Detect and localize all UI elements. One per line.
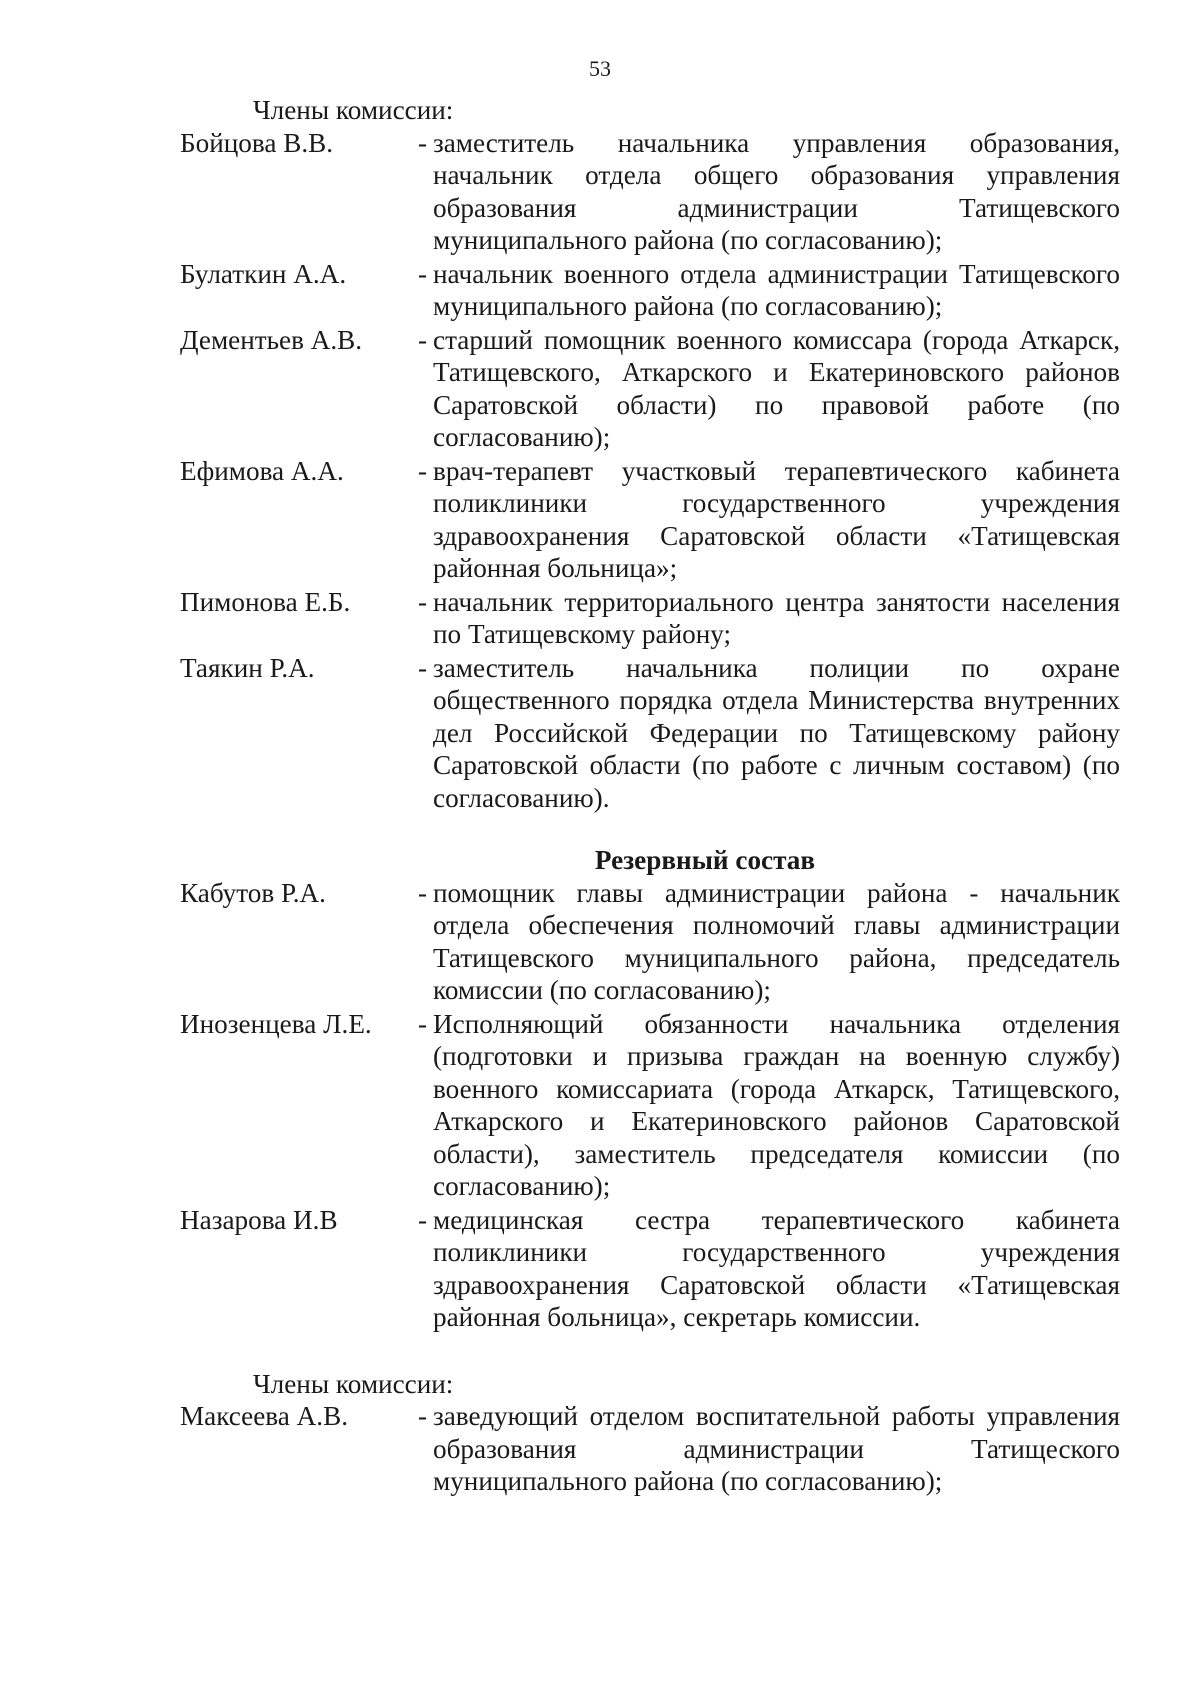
list-item [180, 1400, 1120, 1498]
page-number: 53 [589, 56, 611, 81]
person-name: Булаткин А.А. [180, 258, 347, 289]
members-label: Члены комиссии: [253, 95, 454, 125]
dash-separator: - [418, 1008, 428, 1039]
dash-separator: - [418, 652, 428, 683]
reserve-list [180, 877, 1120, 1334]
position-description: Исполняющий обязанности начальника отделения (подготовки и призыва граждан на военную службу) военного комиссариата (города Аткарск, Татищевского, Аткарского и Екатериновского районов Саратовской области), заместитель председателя комиссии (по согласованию); [433, 1008, 1120, 1201]
dash-separator: - [418, 324, 428, 355]
document-body [180, 94, 1120, 1499]
dash-separator: - [418, 455, 428, 486]
dash-separator: - [418, 1401, 428, 1431]
position-description: помощник главы администрации района - начальник отдела обеспечения полномочий главы администрации Татищевского муниципального района, председатель комиссии (по согласованию); [433, 877, 1120, 1005]
person-name: Максеева А.В. [180, 1401, 349, 1431]
position-description: заместитель начальника полиции по охране общественного порядка отдела Министерства внутренних дел Российской Федерации по Татищевскому району Саратовской области (по работе с личным составом) (по согласованию). [433, 652, 1120, 813]
person-name: Бойцова В.В. [180, 127, 334, 158]
reserve-members-list [180, 1400, 1120, 1498]
list-item [180, 455, 1120, 585]
person-name: Инозенцева Л.Е. [180, 1008, 372, 1039]
reserve-heading: Резервный состав [594, 845, 816, 875]
list-item [180, 877, 1120, 1007]
position-description: начальник территориального центра занятости населения по Татищевскому району; [433, 586, 1120, 649]
reserve-members-label: Члены комиссии: [253, 1368, 454, 1399]
person-name: Назарова И.В [180, 1204, 338, 1235]
person-name: Таякин Р.А. [180, 652, 315, 683]
position-description: медицинская сестра терапевтического кабинета поликлиники государственного учреждения здравоохранения Саратовской области «Татищевская районная больница», секретарь комиссии. [433, 1204, 1120, 1332]
dash-separator: - [418, 127, 428, 158]
list-item [180, 127, 1120, 257]
list-item [180, 1008, 1120, 1203]
members-list [180, 127, 1120, 815]
list-item [180, 1204, 1120, 1334]
dash-separator: - [418, 258, 428, 289]
position-description: заместитель начальника управления образования, начальник отдела общего образования управления образования администрации Татищевского муниципального района (по согласованию); [433, 127, 1120, 255]
person-name: Ефимова А.А. [180, 455, 344, 486]
position-description: старший помощник военного комиссара (города Аткарск, Татищевского, Аткарского и Екатериновского районов Саратовской области) по правовой работе (по согласованию); [433, 324, 1120, 452]
position-description: врач-терапевт участковый терапевтического кабинета поликлиники государственного учреждения здравоохранения Саратовской области «Татищевская районная больница»; [433, 455, 1120, 583]
person-name: Дементьев А.В. [180, 324, 363, 355]
list-item [180, 324, 1120, 454]
dash-separator: - [418, 877, 428, 908]
dash-separator: - [418, 586, 428, 617]
position-description: начальник военного отдела администрации Татищевского муниципального района (по согласованию); [433, 258, 1120, 321]
position-description: заведующий отделом воспитательной работы управления образования администрации Татищеского муниципального района (по согласованию); [433, 1401, 1120, 1496]
list-item [180, 258, 1120, 323]
list-item [180, 586, 1120, 651]
list-item [180, 652, 1120, 815]
person-name: Пимонова Е.Б. [180, 586, 351, 617]
person-name: Кабутов Р.А. [180, 877, 326, 908]
dash-separator: - [418, 1204, 428, 1235]
spacer [180, 1335, 1120, 1368]
